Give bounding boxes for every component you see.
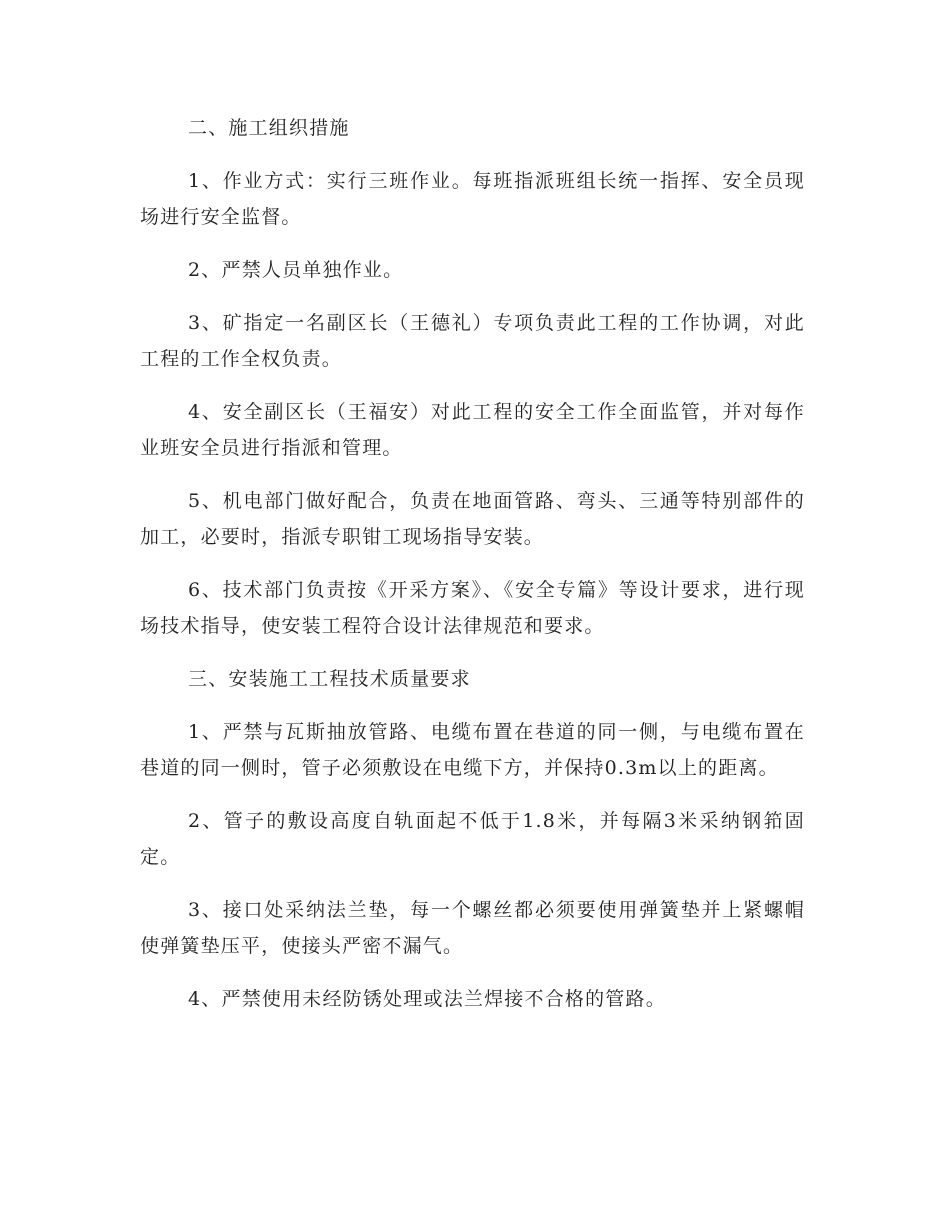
section-heading: 三、安装施工工程技术质量要求 [188,668,471,690]
paragraph: 2、严禁人员单独作业。 [188,259,404,281]
paragraph: 3、矿指定一名副区长（王德礼）专项负责此工程的工作协调，对此工程的工作全权负责。 [140,312,805,370]
section-heading: 二、施工组织措施 [188,117,350,139]
document-page [140,110,805,1034]
paragraph: 1、作业方式：实行三班作业。每班指派班组长统一指挥、安全员现场进行安全监督。 [140,170,805,228]
paragraph: 5、机电部门做好配合，负责在地面管路、弯头、三通等特别部件的加工，必要时，指派专职钳工现场指导安装。 [140,490,805,548]
paragraph: 2、管子的敷设高度自轨面起不低于1.8米，并每隔3米采纳钢筘固定。 [140,810,805,868]
paragraph: 3、接口处采纳法兰垫，每一个螺丝都必须要使用弹簧垫并上紧螺帽使弹簧垫压平，使接头严密不漏气。 [140,899,805,957]
paragraph: 6、技术部门负责按《开采方案》、《安全专篇》等设计要求，进行现场技术指导，使安装工程符合设计法律规范和要求。 [140,579,805,637]
paragraph: 4、严禁使用未经防锈处理或法兰焊接不合格的管路。 [188,988,666,1010]
paragraph: 4、安全副区长（王福安）对此工程的安全工作全面监管，并对每作业班安全员进行指派和管理。 [140,401,805,459]
paragraph: 1、严禁与瓦斯抽放管路、电缆布置在巷道的同一侧，与电缆布置在巷道的同一侧时，管子必须敷设在电缆下方，并保持0.3m以上的距离。 [140,721,805,779]
